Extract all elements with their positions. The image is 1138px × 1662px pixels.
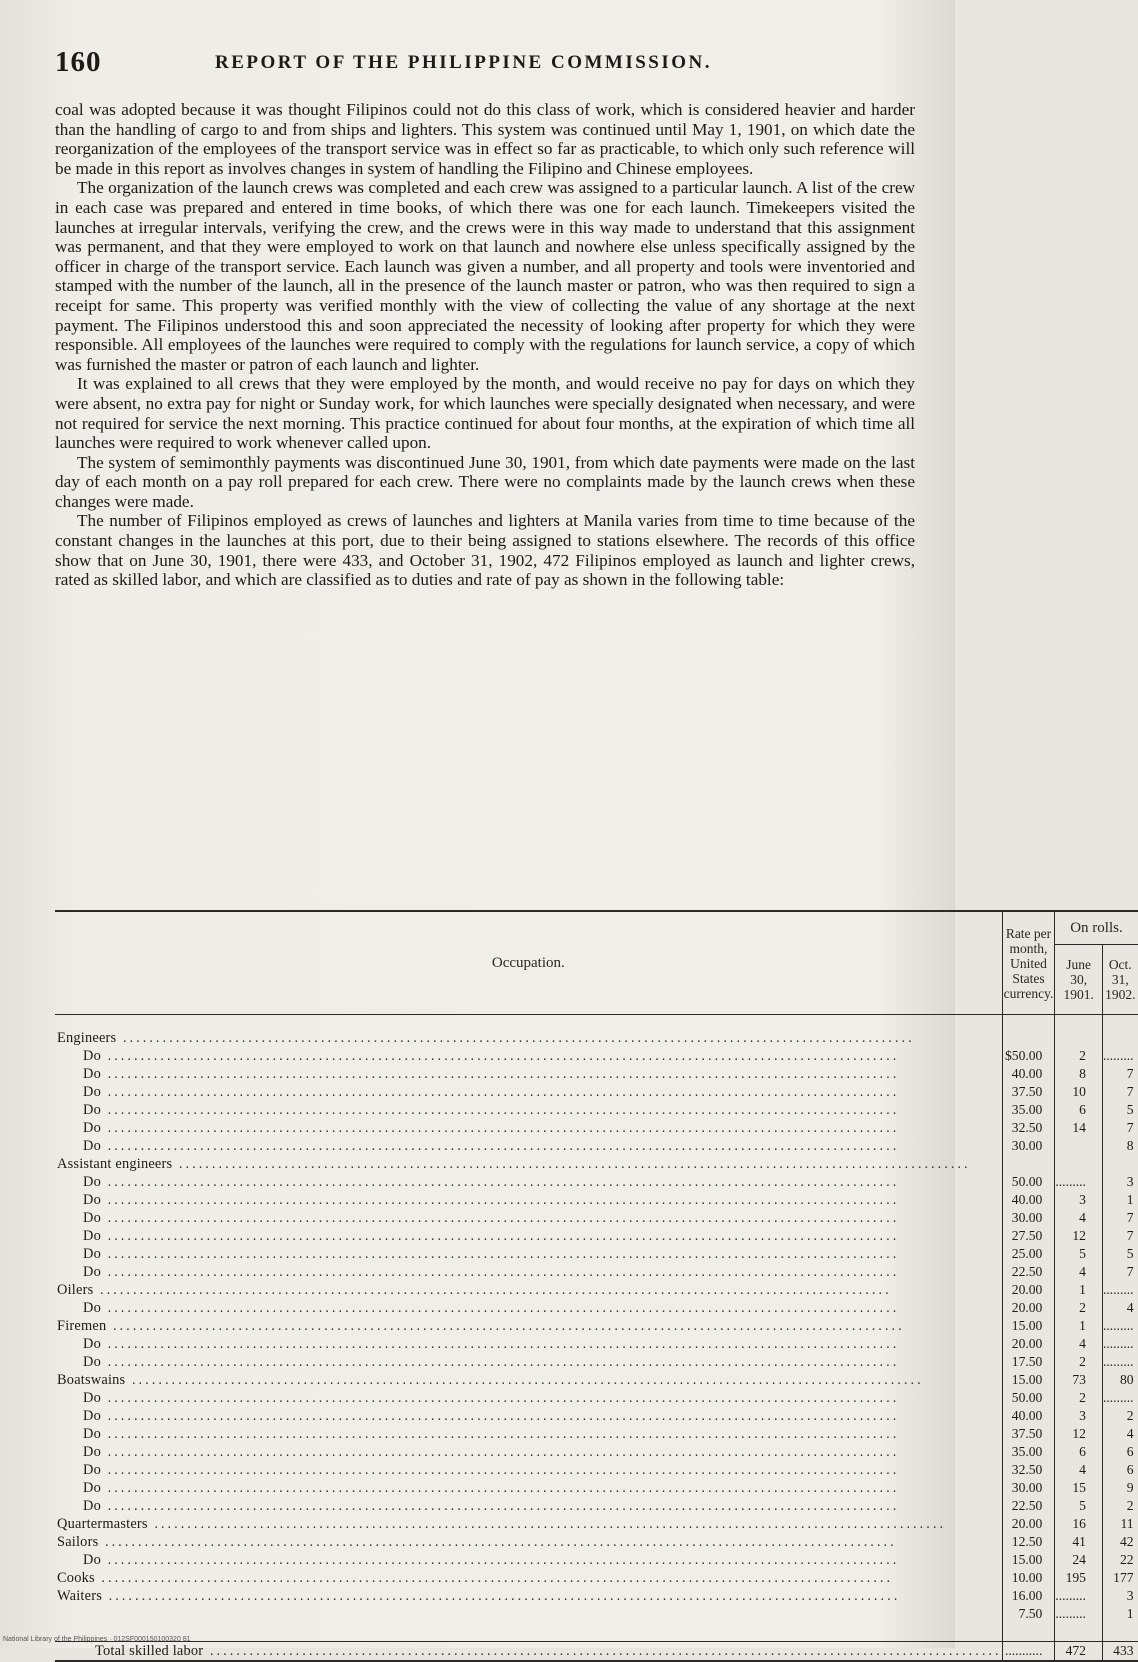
header-june-1901: June 30, 1901.: [1055, 945, 1103, 1015]
paragraph-1: coal was adopted because it was thought Filipinos could not do this class of work, which is considered heavier and harder than the handling of cargo to and from ships and lighters. This system was continued until May 1, 1901, on which date the reorganization of the employees of the transport service was in effect so far as practicable, to which only such reference will be made in this report as involves changes in system of handling the Filipino and Chinese employees.: [55, 100, 915, 178]
cell-june: 1: [1055, 1281, 1103, 1299]
leader-dots: ........................................................................................................................: [172, 1156, 971, 1172]
table-row: [55, 1497, 1138, 1515]
occupation-label: Do: [83, 1498, 101, 1514]
cell-occupation: [55, 1569, 1002, 1587]
cell-occupation: [55, 1119, 1002, 1137]
leader-dots: ........................................................................................................................: [101, 1426, 900, 1442]
occupation-label: Do: [83, 1300, 101, 1316]
occupation-label: Do: [83, 1066, 101, 1082]
cell-rate: [1002, 1155, 1055, 1173]
cell-occupation: [55, 1389, 1002, 1407]
cell-oct: 5: [1102, 1245, 1137, 1263]
leader-dots: ........................................................................................................................: [101, 1048, 900, 1064]
table-row: [55, 1015, 1138, 1048]
cell-oct: .........: [1102, 1317, 1137, 1335]
cell-rate: 22.50: [1002, 1263, 1055, 1281]
leader-dots: ........................................................................................................................: [98, 1534, 897, 1550]
cell-oct: 9: [1102, 1479, 1137, 1497]
cell-occupation: [55, 1299, 1002, 1317]
cell-oct: 7: [1102, 1083, 1137, 1101]
cell-occupation: [55, 1065, 1002, 1083]
occupation-label: Waiters: [57, 1588, 102, 1604]
page-number: 160: [55, 46, 102, 78]
cell-oct: 5: [1102, 1101, 1137, 1119]
cell-rate: 10.00: [1002, 1569, 1055, 1587]
leader-dots: ........................................................................................................................: [94, 1570, 894, 1586]
table-row: [55, 1155, 1138, 1173]
occupation-label: Do: [83, 1246, 101, 1262]
leader-dots: ........................................................................................................................: [116, 1030, 915, 1046]
cell-june: 3: [1055, 1407, 1103, 1425]
cell-rate: 7.50: [1002, 1605, 1055, 1623]
total-rate: ...........: [1002, 1642, 1055, 1662]
occupation-label: Assistant engineers: [57, 1156, 173, 1172]
table-row: [55, 1101, 1138, 1119]
cell-rate: 20.00: [1002, 1335, 1055, 1353]
cell-june: 14: [1055, 1119, 1103, 1137]
leader-dots: ........................................................................................................................: [106, 1318, 905, 1334]
occupation-label: Do: [83, 1444, 101, 1460]
cell-june: 2: [1055, 1047, 1103, 1065]
cell-oct: 8: [1102, 1137, 1137, 1155]
cell-oct: 7: [1102, 1119, 1137, 1137]
cell-oct: 42: [1102, 1533, 1137, 1551]
cell-june: [1055, 1015, 1103, 1048]
cell-occupation: [55, 1407, 1002, 1425]
cell-rate: 20.00: [1002, 1281, 1055, 1299]
cell-oct: 7: [1102, 1065, 1137, 1083]
leader-dots: ........................................................................................................................: [101, 1300, 900, 1316]
cell-rate: 40.00: [1002, 1191, 1055, 1209]
leader-dots: ........................................................................................................................: [101, 1444, 900, 1460]
cell-occupation: [55, 1371, 1002, 1389]
body-text: [55, 100, 915, 590]
occupation-label: Do: [83, 1210, 101, 1226]
cell-occupation: [55, 1083, 1002, 1101]
table-row: [55, 1515, 1138, 1533]
cell-oct: .........: [1102, 1389, 1137, 1407]
running-title: REPORT OF THE PHILIPPINE COMMISSION.: [215, 52, 713, 73]
header-oct-1902: Oct. 31, 1902.: [1102, 945, 1137, 1015]
table-total-row: [55, 1642, 1138, 1662]
cell-occupation: [55, 1015, 1002, 1048]
cell-rate: 37.50: [1002, 1425, 1055, 1443]
occupation-label: Do: [83, 1480, 101, 1496]
leader-dots: ........................................................................................................................: [101, 1552, 900, 1568]
cell-june: 5: [1055, 1245, 1103, 1263]
cell-oct: .........: [1102, 1335, 1137, 1353]
cell-june: [1055, 1155, 1103, 1173]
cell-rate: 40.00: [1002, 1065, 1055, 1083]
cell-rate: 40.00: [1002, 1407, 1055, 1425]
cell-oct: 80: [1102, 1371, 1137, 1389]
table-body: [55, 1015, 1138, 1662]
table-row: [55, 1533, 1138, 1551]
cell-rate: 35.00: [1002, 1443, 1055, 1461]
cell-occupation: [55, 1281, 1002, 1299]
occupation-label: Cooks: [57, 1570, 95, 1586]
cell-rate: 15.00: [1002, 1371, 1055, 1389]
cell-june: 4: [1055, 1461, 1103, 1479]
cell-occupation: [55, 1173, 1002, 1191]
cell-occupation: [55, 1101, 1002, 1119]
header-occupation: Occupation.: [55, 911, 1002, 1015]
cell-rate: 35.00: [1002, 1101, 1055, 1119]
cell-occupation: [55, 1209, 1002, 1227]
cell-oct: .........: [1102, 1353, 1137, 1371]
cell-june: 15: [1055, 1479, 1103, 1497]
cell-oct: 1: [1102, 1605, 1137, 1623]
occupation-label: Do: [83, 1102, 101, 1118]
cell-june: .........: [1055, 1605, 1103, 1623]
table-row: [55, 1173, 1138, 1191]
cell-oct: 1: [1102, 1191, 1137, 1209]
cell-june: 1: [1055, 1317, 1103, 1335]
occupation-label: Do: [83, 1048, 101, 1064]
leader-dots: ........................................................................................................................: [102, 1588, 901, 1604]
cell-june: 2: [1055, 1389, 1103, 1407]
cell-rate: 17.50: [1002, 1353, 1055, 1371]
table-row: [55, 1461, 1138, 1479]
cell-june: 2: [1055, 1299, 1103, 1317]
cell-rate: 20.00: [1002, 1515, 1055, 1533]
cell-oct: 6: [1102, 1443, 1137, 1461]
cell-oct: 6: [1102, 1461, 1137, 1479]
table-row: [55, 1335, 1138, 1353]
leader-dots: ........................................................................................................................: [101, 1408, 900, 1424]
leader-dots: ........................................................................................................................: [101, 1210, 900, 1226]
cell-oct: 7: [1102, 1227, 1137, 1245]
table-spacer: [55, 1623, 1138, 1642]
paragraph-3: It was explained to all crews that they were employed by the month, and would receive no pay for days on which they were absent, no extra pay for night or Sunday work, for which launches were specially designated when necessary, and were not required for service the next morning. This practice continued for about four months, at the expiration of which time all launches were required to work whenever called upon.: [55, 374, 915, 453]
cell-june: 3: [1055, 1191, 1103, 1209]
cell-occupation: [55, 1479, 1002, 1497]
cell-occupation: [55, 1227, 1002, 1245]
table-row: [55, 1137, 1138, 1155]
occupation-label: Do: [83, 1336, 101, 1352]
header-on-rolls: On rolls.: [1055, 911, 1138, 945]
table-row: [55, 1227, 1138, 1245]
cell-occupation: [55, 1605, 1002, 1623]
header-rate: Rate per month, United States currency.: [1002, 911, 1055, 1015]
scan-credit: National Library of the Philippines · 012SF000150100320 81: [3, 1636, 191, 1643]
total-label: Total skilled labor ........................................................................................................................: [55, 1642, 1002, 1662]
occupation-table: [55, 910, 1138, 1662]
leader-dots: ........................................................................................................................: [101, 1192, 900, 1208]
cell-occupation: [55, 1335, 1002, 1353]
cell-june: 6: [1055, 1101, 1103, 1119]
paragraph-4: The system of semimonthly payments was discontinued June 30, 1901, from which date payments were made on the last day of each month on a pay roll prepared for each crew. There were no complaints made by the launch crews when these changes were made.: [55, 452, 915, 511]
total-june: 472: [1055, 1642, 1103, 1662]
occupation-label: Do: [83, 1408, 101, 1424]
cell-rate: 22.50: [1002, 1497, 1055, 1515]
table-row: [55, 1605, 1138, 1623]
leader-dots: ........................................................................................................................: [101, 1390, 900, 1406]
leader-dots: ........................................................................................................................: [101, 1102, 900, 1118]
cell-rate: 15.00: [1002, 1551, 1055, 1569]
cell-oct: 4: [1102, 1299, 1137, 1317]
table-row: [55, 1065, 1138, 1083]
leader-dots: ........................................................................................................................: [93, 1282, 892, 1298]
page-header: [55, 46, 915, 86]
cell-occupation: [55, 1551, 1002, 1569]
cell-june: .........: [1055, 1587, 1103, 1605]
cell-rate: 27.50: [1002, 1227, 1055, 1245]
cell-occupation: [55, 1317, 1002, 1335]
cell-occupation: [55, 1515, 1002, 1533]
cell-oct: .........: [1102, 1047, 1137, 1065]
cell-june: 4: [1055, 1263, 1103, 1281]
leader-dots: ........................................................................................................................: [101, 1174, 900, 1190]
table-row: [55, 1425, 1138, 1443]
cell-occupation: [55, 1191, 1002, 1209]
cell-rate: 15.00: [1002, 1317, 1055, 1335]
cell-occupation: [55, 1461, 1002, 1479]
cell-rate: 20.00: [1002, 1299, 1055, 1317]
cell-rate: 50.00: [1002, 1389, 1055, 1407]
table-row: [55, 1263, 1138, 1281]
total-oct: 433: [1102, 1642, 1137, 1662]
occupation-label: Do: [83, 1084, 101, 1100]
cell-occupation: [55, 1137, 1002, 1155]
table-row: [55, 1587, 1138, 1605]
leader-dots: ........................................................................................................................: [147, 1516, 947, 1532]
leader-dots: ........................................................................................................................: [101, 1354, 900, 1370]
table-row: [55, 1083, 1138, 1101]
cell-rate: $50.00: [1002, 1047, 1055, 1065]
table-row: [55, 1119, 1138, 1137]
leader-dots: ........................................................................................................................: [101, 1138, 900, 1154]
cell-june: 8: [1055, 1065, 1103, 1083]
leader-dots: ........................................................................................................................: [101, 1462, 900, 1478]
leader-dots: ........................................................................................................................: [101, 1228, 900, 1244]
occupation-label: Do: [83, 1120, 101, 1136]
cell-june: 41: [1055, 1533, 1103, 1551]
cell-oct: 3: [1102, 1173, 1137, 1191]
cell-oct: .........: [1102, 1281, 1137, 1299]
cell-occupation: [55, 1155, 1002, 1173]
table-row: [55, 1191, 1138, 1209]
table-row: [55, 1407, 1138, 1425]
leader-dots: ........................................................................................................................: [101, 1066, 900, 1082]
cell-oct: 11: [1102, 1515, 1137, 1533]
leader-dots: ........................................................................................................................: [101, 1264, 900, 1280]
table-row: [55, 1281, 1138, 1299]
cell-occupation: [55, 1443, 1002, 1461]
cell-rate: 30.00: [1002, 1137, 1055, 1155]
table-row: [55, 1371, 1138, 1389]
table-row: [55, 1317, 1138, 1335]
occupation-label: Do: [83, 1426, 101, 1442]
cell-june: 195: [1055, 1569, 1103, 1587]
leader-dots: ........................................................................................................................: [125, 1372, 924, 1388]
leader-dots: ........................................................................................................................: [101, 1480, 900, 1496]
occupation-label: Engineers: [57, 1030, 117, 1046]
cell-oct: 7: [1102, 1209, 1137, 1227]
table-row: [55, 1443, 1138, 1461]
cell-oct: [1102, 1015, 1137, 1048]
occupation-label: Sailors: [57, 1534, 99, 1550]
cell-rate: 25.00: [1002, 1245, 1055, 1263]
occupation-label: Do: [83, 1228, 101, 1244]
leader-dots: ........................................................................................................................: [101, 1498, 900, 1514]
cell-june: 4: [1055, 1209, 1103, 1227]
cell-june: 16: [1055, 1515, 1103, 1533]
cell-june: 2: [1055, 1353, 1103, 1371]
table-row: [55, 1353, 1138, 1371]
cell-occupation: [55, 1425, 1002, 1443]
table-row: [55, 1299, 1138, 1317]
occupation-label: Boatswains: [57, 1372, 126, 1388]
paragraph-5: The number of Filipinos employed as crews of launches and lighters at Manila varies from time to time because of the constant changes in the launches at this port, due to their being assigned to stations elsewhere. The records of this office show that on June 30, 1901, there were 433, and October 31, 1902, 472 Filipinos employed as launch and lighter crews, rated as skilled labor, and which are classified as to duties and rate of pay as shown in the following table:: [55, 511, 915, 590]
cell-occupation: [55, 1533, 1002, 1551]
cell-rate: 16.00: [1002, 1587, 1055, 1605]
cell-rate: 32.50: [1002, 1461, 1055, 1479]
cell-oct: 3: [1102, 1587, 1137, 1605]
leader-dots: ........................................................................................................................: [101, 1336, 900, 1352]
table-row: [55, 1047, 1138, 1065]
cell-oct: 7: [1102, 1263, 1137, 1281]
occupation-label: Quartermasters: [57, 1516, 148, 1532]
cell-occupation: [55, 1263, 1002, 1281]
occupation-label: Do: [83, 1354, 101, 1370]
occupation-label: Do: [83, 1174, 101, 1190]
cell-occupation: [55, 1047, 1002, 1065]
cell-occupation: [55, 1245, 1002, 1263]
cell-june: 10: [1055, 1083, 1103, 1101]
table-row: [55, 1569, 1138, 1587]
leader-dots: ........................................................................................................................: [101, 1084, 900, 1100]
cell-june: [1055, 1137, 1103, 1155]
cell-rate: 30.00: [1002, 1209, 1055, 1227]
leader-dots: ........................................................................................................................: [101, 1246, 900, 1262]
cell-june: .........: [1055, 1173, 1103, 1191]
table-row: [55, 1209, 1138, 1227]
cell-rate: 12.50: [1002, 1533, 1055, 1551]
cell-june: 5: [1055, 1497, 1103, 1515]
cell-oct: 4: [1102, 1425, 1137, 1443]
cell-june: 12: [1055, 1425, 1103, 1443]
cell-june: 4: [1055, 1335, 1103, 1353]
occupation-label: Do: [83, 1390, 101, 1406]
cell-june: 73: [1055, 1371, 1103, 1389]
cell-oct: 177: [1102, 1569, 1137, 1587]
cell-june: 6: [1055, 1443, 1103, 1461]
cell-rate: 50.00: [1002, 1173, 1055, 1191]
cell-occupation: [55, 1353, 1002, 1371]
occupation-label: Oilers: [57, 1282, 94, 1298]
occupation-label: Firemen: [57, 1318, 107, 1334]
leader-dots: ........................................................................................................................: [101, 1120, 900, 1136]
cell-occupation: [55, 1497, 1002, 1515]
occupation-label: Do: [83, 1552, 101, 1568]
occupation-label: Do: [83, 1138, 101, 1154]
occupation-label: Do: [83, 1462, 101, 1478]
cell-oct: 2: [1102, 1497, 1137, 1515]
occupation-label: Do: [83, 1264, 101, 1280]
cell-rate: 30.00: [1002, 1479, 1055, 1497]
cell-june: 24: [1055, 1551, 1103, 1569]
table-row: [55, 1389, 1138, 1407]
cell-rate: 32.50: [1002, 1119, 1055, 1137]
table-row: [55, 1551, 1138, 1569]
cell-june: 12: [1055, 1227, 1103, 1245]
cell-occupation: [55, 1587, 1002, 1605]
table-row: [55, 1245, 1138, 1263]
cell-oct: [1102, 1155, 1137, 1173]
cell-rate: 37.50: [1002, 1083, 1055, 1101]
table-row: [55, 1479, 1138, 1497]
cell-oct: 2: [1102, 1407, 1137, 1425]
paragraph-2: The organization of the launch crews was completed and each crew was assigned to a particular launch. A list of the crew in each case was prepared and entered in time books, of which there was one for each launch. Timekeepers visited the launches at irregular intervals, verifying the crew, and the crews were in this way made to understand that this assignment was permanent, and that they were employed to work on that launch and nowhere else unless specifically assigned by the officer in charge of the transport service. Each launch was given a number, and all property and tools were inventoried and stamped with the number of the launch, all in the presence of the launch master or patron, who was then required to sign a receipt for same. This property was verified monthly with the view of collecting the value of any shortage at the next payment. The Filipinos understood this and soon appreciated the necessity of looking after property for which they were responsible. All employees of the launches were required to comply with the regulations for launch service, a copy of which was furnished the master or patron of each launch and lighter.: [55, 178, 915, 374]
cell-oct: 22: [1102, 1551, 1137, 1569]
occupation-label: Do: [83, 1192, 101, 1208]
cell-rate: [1002, 1015, 1055, 1048]
